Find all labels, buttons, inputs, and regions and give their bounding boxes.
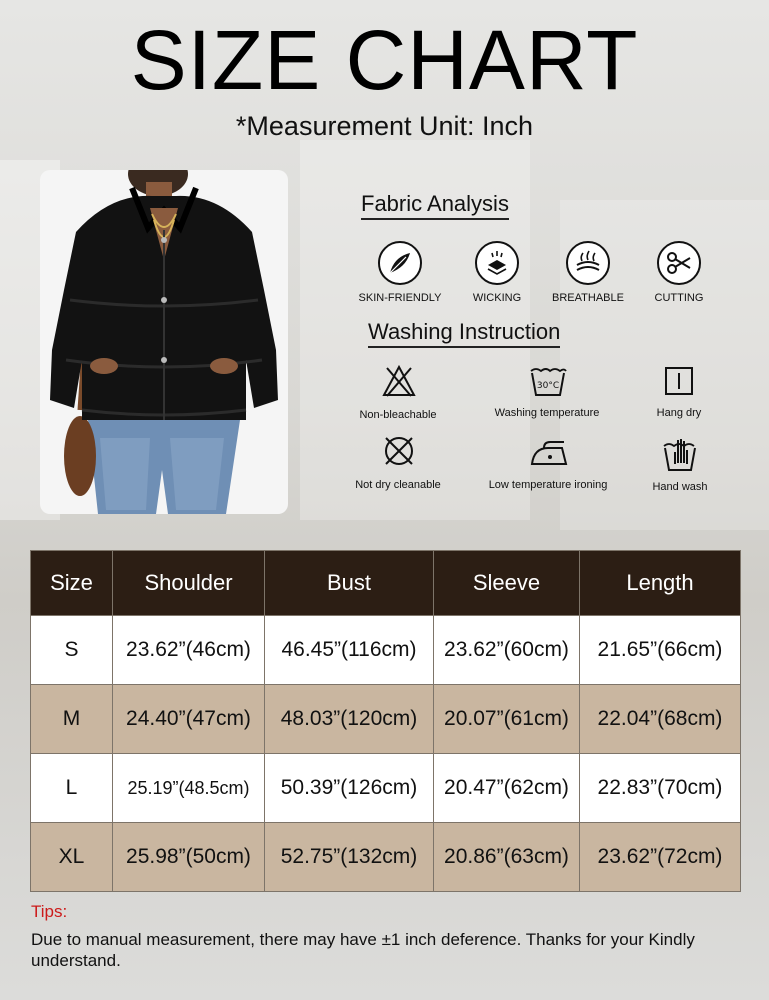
- breathable-icon: [566, 241, 610, 285]
- column-header-bust: Bust: [265, 551, 434, 616]
- fabric-analysis-heading: Fabric Analysis: [361, 192, 509, 220]
- bust-cell: 48.03”(120cm): [265, 685, 434, 754]
- sleeve-cell: 23.62”(60cm): [434, 616, 580, 685]
- wicking-icon: [475, 241, 519, 285]
- low-iron-icon: [528, 438, 570, 468]
- hang-dry-icon: [664, 366, 694, 396]
- no-bleach-icon: [381, 364, 417, 398]
- no-dry-clean-icon: [382, 434, 416, 468]
- measurement-unit-note: *Measurement Unit: Inch: [235, 111, 534, 141]
- hand-wash-icon: [661, 436, 699, 472]
- washing-label: Not dry cleanable: [355, 479, 441, 491]
- fabric-label: SKIN-FRIENDLY: [358, 292, 442, 304]
- bust-cell: 46.45”(116cm): [265, 616, 434, 685]
- size-cell: XL: [31, 823, 113, 892]
- bust-cell: 52.75”(132cm): [265, 823, 434, 892]
- puffer-jacket-image: [40, 170, 288, 514]
- table-row: [31, 616, 741, 685]
- column-header-shoulder: Shoulder: [113, 551, 265, 616]
- table-header-row: [31, 551, 741, 616]
- washing-label: Low temperature ironing: [488, 479, 608, 491]
- column-header-size: Size: [31, 551, 113, 616]
- washing-label: Hand wash: [652, 481, 708, 493]
- wash-30-icon: [528, 365, 568, 397]
- shoulder-cell: 25.98”(50cm): [113, 823, 265, 892]
- shoulder-cell: 24.40”(47cm): [113, 685, 265, 754]
- column-header-sleeve: Sleeve: [434, 551, 580, 616]
- feather-icon: [378, 241, 422, 285]
- length-cell: 22.04”(68cm): [580, 685, 741, 754]
- tips-label: Tips:: [31, 902, 68, 921]
- scissors-icon: [657, 241, 701, 285]
- fabric-label: WICKING: [472, 292, 522, 304]
- washing-label: Non-bleachable: [359, 409, 437, 421]
- size-cell: L: [31, 754, 113, 823]
- wash-temperature-text: 30°C: [536, 381, 560, 391]
- sleeve-cell: 20.47”(62cm): [434, 754, 580, 823]
- sleeve-cell: 20.07”(61cm): [434, 685, 580, 754]
- tips-text: Due to manual measurement, there may have ±1 inch deference. Thanks for your Kindly understand.: [31, 930, 695, 970]
- shoulder-cell: 25.19”(48.5cm): [113, 754, 265, 823]
- page-title: SIZE CHART: [130, 13, 639, 107]
- table-row: [31, 754, 741, 823]
- washing-label: Hang dry: [656, 407, 702, 419]
- washing-label: Washing temperature: [494, 407, 600, 419]
- column-header-length: Length: [580, 551, 741, 616]
- length-cell: 22.83”(70cm): [580, 754, 741, 823]
- fabric-label: CUTTING: [654, 292, 704, 304]
- length-cell: 23.62”(72cm): [580, 823, 741, 892]
- size-cell: S: [31, 616, 113, 685]
- size-table: [30, 550, 741, 892]
- table-row: [31, 685, 741, 754]
- shoulder-cell: 23.62”(46cm): [113, 616, 265, 685]
- table-row: [31, 823, 741, 892]
- length-cell: 21.65”(66cm): [580, 616, 741, 685]
- washing-instruction-heading: Washing Instruction: [368, 320, 560, 348]
- bust-cell: 50.39”(126cm): [265, 754, 434, 823]
- fabric-label: BREATHABLE: [552, 292, 624, 304]
- size-cell: M: [31, 685, 113, 754]
- product-photo: [40, 170, 288, 514]
- sleeve-cell: 20.86”(63cm): [434, 823, 580, 892]
